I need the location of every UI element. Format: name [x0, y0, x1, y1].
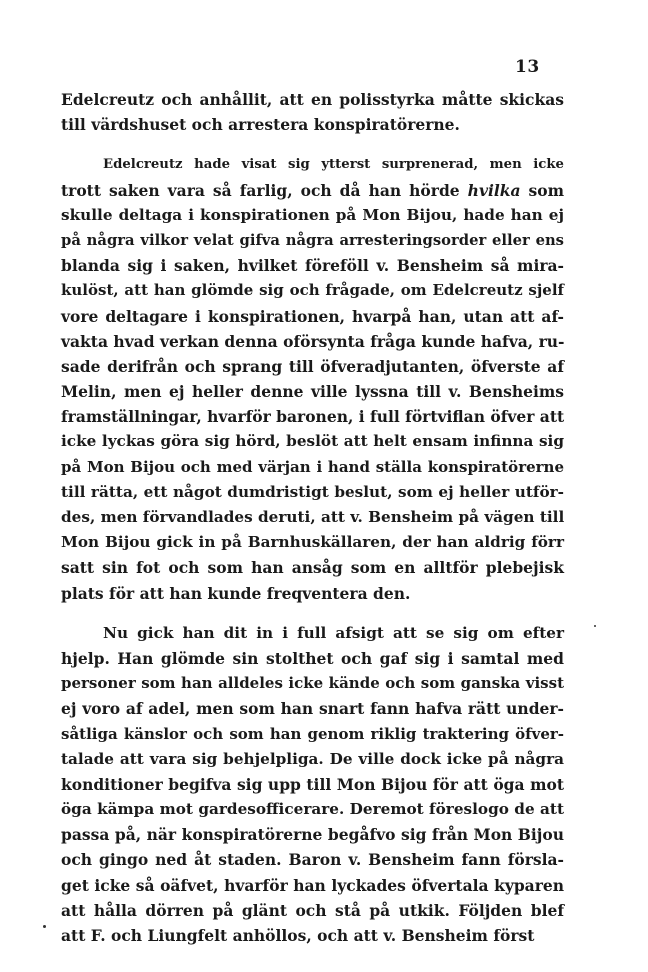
text-line: och gingo ned åt staden. Baron v. Bensheim fann förslа- [61, 850, 564, 870]
print-speck [594, 625, 596, 627]
text-line: på några vilkor velat gifva några arresteringsorder eller ens [61, 231, 564, 249]
text-line: des, men förvandlades deruti, att v. Bensheim på vägen till [61, 508, 565, 526]
text-line: ej voro af adel, men som han snart fann hafva rätt under- [61, 699, 564, 719]
text-line: Edelcreutz hade visat sig ytterst surprenerad, men icke [103, 157, 564, 173]
page-number: 13 [515, 57, 540, 77]
text-line: talade att vara sig behjelpliga. De ville dock icke på några [61, 749, 564, 768]
text-line: passa på, när konspiratörerne begåfvo sig från Mon Bijou [61, 825, 564, 845]
text-line: satt sin fot och som han ansåg som en alltför plebejisk [61, 558, 564, 578]
paragraph-gap [61, 606, 564, 621]
text-line: trott saken vara så farlig, och då han hörde hvilka som [61, 180, 564, 200]
text-line: Edelcreutz och anhållit, att en polisstyrka måtte skickas [61, 90, 564, 109]
print-speck [43, 925, 46, 928]
italic-word: hvilka [467, 180, 521, 200]
paragraph-gap [61, 137, 564, 152]
text-line: skulle deltaga i konspirationen på Mon Bijou, hade han ej [61, 205, 564, 224]
text-line: att hålla dörren på glänt och stå på utkik. Följden blef [61, 900, 564, 920]
text-line: plats för att han kunde freqventera den. [61, 583, 411, 603]
text-line: öga kämpa mot gardesofficerare. Deremot föreslogo de att [61, 800, 564, 819]
paragraph [61, 152, 564, 605]
text-line: Nu gick han dit in i full afsigt att se sig om efter [103, 623, 564, 642]
text-line: konditioner begifva sig upp till Mon Bijou för att öga mot [61, 774, 564, 794]
text-line: sade derifrån och sprang till öfveradjutanten, öfverste af [61, 356, 564, 376]
text-line: vakta hvad verkan denna oförsynta fråga kunde hafva, ru- [61, 331, 565, 351]
text-line: framställningar, hvarför baronen, i full förtviflan öfver att [61, 407, 565, 427]
text-line: till värdshuset och arrestera konspiratörerne. [61, 115, 460, 135]
text-line: get icke så oäfvet, hvarför han lyckades öfvertala kyparen [61, 875, 564, 895]
body-text [61, 87, 564, 948]
text-line: blanda sig i saken, hvilket föreföll v. Bensheim så mira- [61, 256, 564, 276]
paragraph [61, 87, 564, 137]
text-line: hjelp. Han glömde sin stolthet och gaf sig i samtal med [61, 648, 564, 668]
text-line: vore deltagare i konspirationen, hvarpå han, utan att af- [61, 306, 564, 326]
text-line: kulöst, att han glömde sig och frågade, om Edelcreutz sjelf [61, 281, 564, 300]
text-line: icke lyckas göra sig hörd, beslöt att helt ensam infinna sig [61, 432, 564, 451]
text-line: till rätta, ett något dumdristigt beslut, som ej heller utför- [61, 482, 564, 501]
text-line: på Mon Bijou och med värjan i hand ställa konspiratörerne [61, 457, 564, 476]
text-line: personer som han alldeles icke kände och som ganska visst [61, 674, 564, 693]
text-line: Melin, men ej heller denne ville lyssna till v. Bensheims [61, 382, 564, 402]
text-line: såtliga känslor och som han genom riklig traktering öfver- [61, 724, 564, 743]
text-line: att F. och Liungfelt anhöllos, och att v. Bensheim först [61, 926, 535, 945]
text-line: Mon Bijou gick in på Barnhuskällaren, der han aldrig förr [61, 533, 564, 552]
paragraph [61, 621, 564, 948]
